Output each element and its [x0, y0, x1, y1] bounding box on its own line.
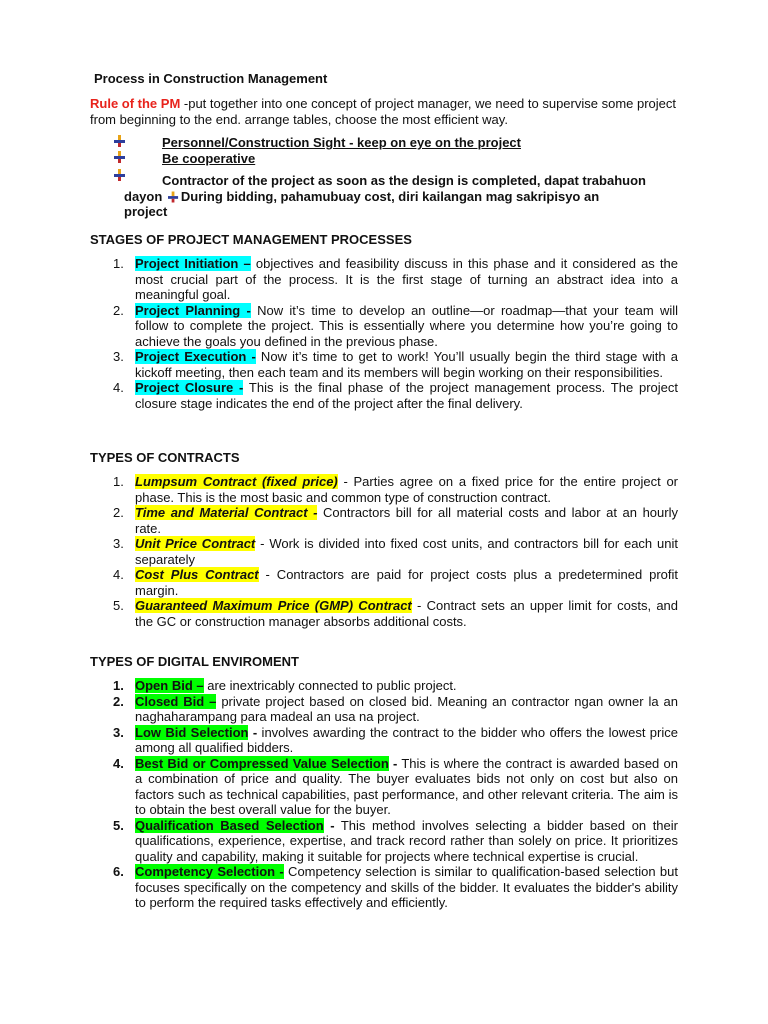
item-number: 3. [113, 536, 124, 551]
item-term: Qualification Based Selection [135, 817, 324, 833]
item-term: Project Closure - [135, 380, 244, 395]
arrow-bullet-icon [114, 135, 126, 147]
item-number: 3. [113, 724, 124, 740]
digital-heading: TYPES OF DIGITAL ENVIROMENT [90, 654, 299, 669]
item-number: 1. [113, 678, 124, 693]
item-term: Competency Selection - [135, 864, 284, 879]
item-sep: - [388, 755, 398, 771]
item-term: Project Initiation – [135, 256, 251, 271]
list-item [90, 256, 678, 303]
stages-list [90, 256, 678, 411]
item-number: 6. [113, 864, 124, 879]
item-term: Best Bid or Compressed Value Selection [135, 755, 389, 771]
item-term: Time and Material Contract - [135, 505, 318, 520]
rule-of-pm-paragraph [90, 96, 678, 127]
item-term: Closed Bid – [135, 693, 217, 709]
bullet-continuation [124, 189, 680, 205]
item-desc: Contractors bill for all material costs and labor at an hourly rate. [135, 505, 678, 536]
arrow-bullet-icon [168, 191, 179, 203]
bullet-item [114, 169, 680, 220]
item-sep: - [248, 724, 258, 740]
item-desc: This is the final phase of the project management process. The project closure stage indicates the end of the project after the final delivery. [135, 380, 678, 411]
item-desc: private project based on closed bid. Meaning an contractor ngan owner la an naghaharampang para madeal an usa na project. [135, 693, 678, 724]
list-item [90, 756, 678, 818]
bullet-item [114, 151, 680, 167]
item-term: Lumpsum Contract (fixed price) [135, 474, 338, 489]
item-desc: involves awarding the contract to the bidder who offers the lowest price among all qualified bidders. [135, 724, 678, 755]
bullet-text: Contractor of the project as soon as the design is completed, dapat trabahuon [162, 173, 646, 188]
item-term: Project Execution - [135, 349, 256, 364]
item-number: 4. [113, 380, 124, 395]
item-desc: - Contractors are paid for project costs plus a predetermined profit margin. [135, 567, 678, 598]
list-item [90, 303, 678, 350]
item-term: Low Bid Selection [135, 724, 249, 740]
contracts-list [90, 474, 678, 629]
rule-text: -put together into one concept of project manager, we need to supervise some project from beginning to the end. arrange tables, choose the most efficient way. [90, 96, 677, 127]
item-term: Project Planning - [135, 302, 251, 318]
arrow-bullet-icon [114, 151, 126, 163]
list-item [90, 536, 678, 567]
item-desc: Competency selection is similar to qualification-based selection but focuses specifically on the competency and skills of the bidder. It evaluates the bidder's ability to perform the required tasks effectively and efficiently. [135, 864, 678, 910]
item-sep: - [323, 817, 335, 833]
item-number: 2. [113, 302, 124, 318]
page-title: Process in Construction Management [94, 71, 328, 86]
item-number: 5. [113, 817, 124, 833]
item-desc: Now it’s time to develop an outline—or roadmap—that your team will follow to complete the project. This is essentially where you determine how you’re going to achieve the goals you defined in the previous phase. [135, 302, 679, 349]
item-desc: - Parties agree on a fixed price for the entire project or phase. This is the most basic and common type of construction contract. [135, 474, 678, 505]
list-item [90, 678, 678, 694]
item-desc: - Work is divided into fixed cost units, and contractors bill for each unit separately [135, 536, 678, 567]
contracts-heading: TYPES OF CONTRACTS [90, 450, 240, 465]
list-item [90, 505, 678, 536]
bullet-continuation-a: dayon [124, 188, 166, 204]
item-desc: objectives and feasibility discuss in this phase and it considered as the most crucial part of the process. It is the first stage of turning an abstract idea into a meaningful goal. [135, 256, 679, 302]
item-term: Cost Plus Contract [135, 567, 259, 582]
digital-list [90, 678, 678, 911]
list-item [90, 474, 678, 505]
bullet-item [114, 135, 680, 151]
item-desc: are inextricably connected to public project. [203, 678, 457, 693]
item-term: Guaranteed Maximum Price (GMP) Contract [135, 598, 412, 613]
bullet-continuation-b: During bidding, pahamubuay cost, diri kailangan mag sakripisyo an [180, 188, 600, 204]
stages-heading: STAGES OF PROJECT MANAGEMENT PROCESSES [90, 232, 412, 247]
bullet-list [114, 135, 680, 220]
item-desc: This method involves selecting a bidder based on their qualifications, experience, expertise, and track record rather than solely on price. It prioritizes quality and capability, making it suitable for projects where technical expertise is crucial. [135, 817, 678, 864]
item-term: Open Bid – [135, 678, 204, 693]
rule-label: Rule of the PM [90, 96, 181, 111]
bullet-text: Be cooperative [162, 151, 256, 166]
bullet-continuation-c: project [124, 204, 168, 219]
list-item [90, 598, 678, 629]
item-number: 2. [113, 505, 124, 520]
list-item [90, 725, 678, 756]
item-number: 5. [113, 598, 124, 613]
list-item [90, 694, 678, 725]
list-item [90, 380, 678, 411]
item-number: 4. [113, 755, 124, 771]
item-term: Unit Price Contract [135, 536, 256, 551]
list-item [90, 567, 678, 598]
arrow-bullet-icon [114, 169, 126, 181]
item-desc: This is where the contract is awarded based on a combination of price and quality. The buyer evaluates bids not only on cost but also on factors such as technical capabilities, past performance, and other relevant criteria. The aim is to obtain the best overall value for the buyer. [135, 755, 678, 817]
item-number: 2. [113, 693, 124, 709]
list-item [90, 818, 678, 865]
bullet-text: Personnel/Construction Sight - keep on eye on the project [162, 135, 521, 150]
item-number: 4. [113, 567, 124, 582]
list-item [90, 349, 678, 380]
item-number: 1. [113, 256, 124, 271]
item-desc: Now it’s time to get to work! You’ll usually begin the third stage with a kickoff meeting, then each team and its members will begin working on their responsibilities. [135, 349, 678, 380]
item-number: 1. [113, 474, 124, 489]
item-desc: - Contract sets an upper limit for costs, and the GC or construction manager absorbs additional costs. [135, 598, 679, 629]
item-number: 3. [113, 349, 124, 364]
list-item [90, 864, 678, 911]
